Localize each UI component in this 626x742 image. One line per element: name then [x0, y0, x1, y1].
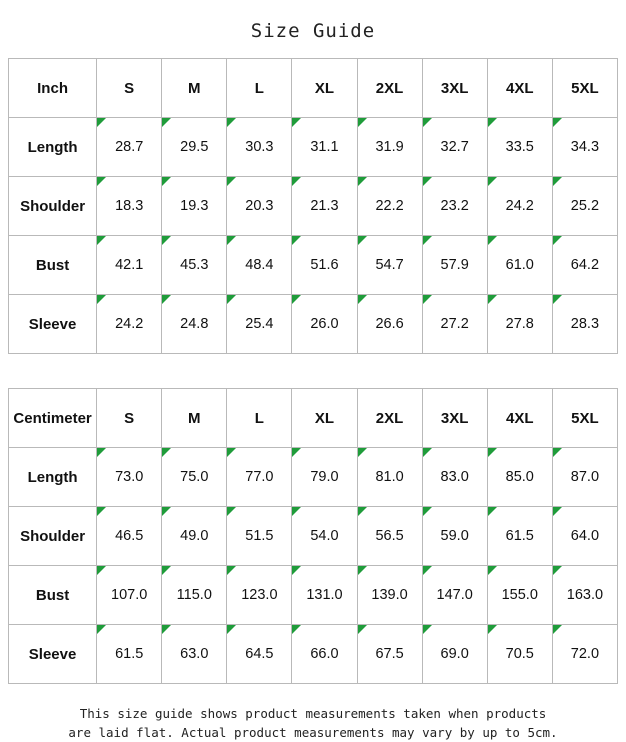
cell-cm-bust-4xl: 155.0 [487, 566, 552, 625]
row-label-bust: Bust [9, 236, 97, 295]
cell-cm-sleeve-4xl: 70.5 [487, 625, 552, 684]
cell-shoulder-m: 19.3 [162, 177, 227, 236]
cell-shoulder-2xl: 22.2 [357, 177, 422, 236]
cell-cm-length-l: 77.0 [227, 448, 292, 507]
cell-cm-sleeve-xl: 66.0 [292, 625, 357, 684]
cell-cm-sleeve-s: 61.5 [97, 625, 162, 684]
cell-cm-bust-m: 115.0 [162, 566, 227, 625]
cell-cm-shoulder-l: 51.5 [227, 507, 292, 566]
size-header-m: M [162, 59, 227, 118]
size-header-cm-xl: XL [292, 389, 357, 448]
cell-cm-sleeve-3xl: 69.0 [422, 625, 487, 684]
cell-cm-bust-3xl: 147.0 [422, 566, 487, 625]
cell-bust-xl: 51.6 [292, 236, 357, 295]
cell-length-2xl: 31.9 [357, 118, 422, 177]
size-header-s: S [97, 59, 162, 118]
table-row [9, 507, 618, 566]
cell-bust-s: 42.1 [97, 236, 162, 295]
cell-sleeve-4xl: 27.8 [487, 295, 552, 354]
cell-cm-shoulder-m: 49.0 [162, 507, 227, 566]
size-table-centimeter [8, 388, 618, 684]
cell-cm-length-4xl: 85.0 [487, 448, 552, 507]
table-header-row [9, 389, 618, 448]
unit-label-inch: Inch [9, 59, 97, 118]
size-header-xl: XL [292, 59, 357, 118]
cell-shoulder-s: 18.3 [97, 177, 162, 236]
cell-cm-bust-5xl: 163.0 [552, 566, 617, 625]
table-row [9, 448, 618, 507]
row-label-sleeve: Sleeve [9, 295, 97, 354]
cell-shoulder-5xl: 25.2 [552, 177, 617, 236]
size-header-4xl: 4XL [487, 59, 552, 118]
size-header-2xl: 2XL [357, 59, 422, 118]
cell-shoulder-4xl: 24.2 [487, 177, 552, 236]
footer-line-1: This size guide shows product measurements taken when products [79, 706, 547, 721]
unit-label-centimeter: Centimeter [9, 389, 97, 448]
row-label-cm-shoulder: Shoulder [9, 507, 97, 566]
size-header-cm-2xl: 2XL [357, 389, 422, 448]
cell-bust-m: 45.3 [162, 236, 227, 295]
table-row [9, 236, 618, 295]
cell-cm-shoulder-s: 46.5 [97, 507, 162, 566]
cell-length-xl: 31.1 [292, 118, 357, 177]
cell-shoulder-3xl: 23.2 [422, 177, 487, 236]
size-header-5xl: 5XL [552, 59, 617, 118]
cell-cm-length-2xl: 81.0 [357, 448, 422, 507]
row-label-shoulder: Shoulder [9, 177, 97, 236]
size-header-3xl: 3XL [422, 59, 487, 118]
cell-cm-shoulder-4xl: 61.5 [487, 507, 552, 566]
cell-cm-sleeve-2xl: 67.5 [357, 625, 422, 684]
cell-bust-4xl: 61.0 [487, 236, 552, 295]
cell-cm-length-s: 73.0 [97, 448, 162, 507]
cell-cm-length-xl: 79.0 [292, 448, 357, 507]
cell-sleeve-2xl: 26.6 [357, 295, 422, 354]
cell-sleeve-5xl: 28.3 [552, 295, 617, 354]
size-header-cm-l: L [227, 389, 292, 448]
size-header-cm-3xl: 3XL [422, 389, 487, 448]
size-header-cm-4xl: 4XL [487, 389, 552, 448]
cell-length-3xl: 32.7 [422, 118, 487, 177]
row-label-cm-length: Length [9, 448, 97, 507]
cell-cm-sleeve-5xl: 72.0 [552, 625, 617, 684]
cell-cm-bust-xl: 131.0 [292, 566, 357, 625]
cell-bust-2xl: 54.7 [357, 236, 422, 295]
cell-cm-shoulder-3xl: 59.0 [422, 507, 487, 566]
footer-line-2: are laid flat. Actual product measurements may vary by up to 5cm. [68, 725, 558, 740]
cell-sleeve-xl: 26.0 [292, 295, 357, 354]
table-spacer [0, 354, 626, 388]
cell-sleeve-s: 24.2 [97, 295, 162, 354]
cell-cm-shoulder-5xl: 64.0 [552, 507, 617, 566]
cell-cm-bust-s: 107.0 [97, 566, 162, 625]
cell-bust-l: 48.4 [227, 236, 292, 295]
cell-shoulder-l: 20.3 [227, 177, 292, 236]
cell-cm-bust-2xl: 139.0 [357, 566, 422, 625]
cell-sleeve-m: 24.8 [162, 295, 227, 354]
cell-length-l: 30.3 [227, 118, 292, 177]
size-header-cm-m: M [162, 389, 227, 448]
page-title: Size Guide [250, 20, 376, 42]
size-header-l: L [227, 59, 292, 118]
cell-sleeve-l: 25.4 [227, 295, 292, 354]
table-row [9, 118, 618, 177]
size-header-cm-s: S [97, 389, 162, 448]
cell-cm-sleeve-l: 64.5 [227, 625, 292, 684]
cell-cm-bust-l: 123.0 [227, 566, 292, 625]
cell-cm-shoulder-2xl: 56.5 [357, 507, 422, 566]
table-row [9, 566, 618, 625]
cell-cm-length-3xl: 83.0 [422, 448, 487, 507]
table-row [9, 295, 618, 354]
row-label-length: Length [9, 118, 97, 177]
footer-note [0, 684, 626, 742]
row-label-cm-bust: Bust [9, 566, 97, 625]
table-header-row [9, 59, 618, 118]
size-table-inch [8, 58, 618, 354]
cell-cm-length-5xl: 87.0 [552, 448, 617, 507]
table-row [9, 177, 618, 236]
cell-length-m: 29.5 [162, 118, 227, 177]
cell-bust-5xl: 64.2 [552, 236, 617, 295]
size-header-cm-5xl: 5XL [552, 389, 617, 448]
cell-length-5xl: 34.3 [552, 118, 617, 177]
cell-sleeve-3xl: 27.2 [422, 295, 487, 354]
cell-bust-3xl: 57.9 [422, 236, 487, 295]
cell-shoulder-xl: 21.3 [292, 177, 357, 236]
cell-cm-length-m: 75.0 [162, 448, 227, 507]
cell-length-s: 28.7 [97, 118, 162, 177]
cell-cm-shoulder-xl: 54.0 [292, 507, 357, 566]
row-label-cm-sleeve: Sleeve [9, 625, 97, 684]
cell-length-4xl: 33.5 [487, 118, 552, 177]
table-row [9, 625, 618, 684]
cell-cm-sleeve-m: 63.0 [162, 625, 227, 684]
